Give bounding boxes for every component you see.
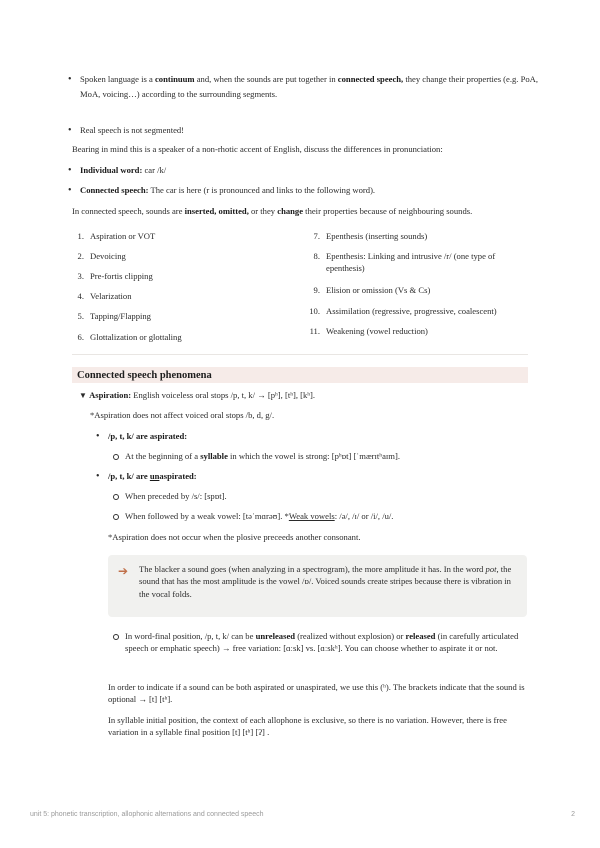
list-item: 11. Weakening (vowel reduction) — [309, 326, 428, 336]
unaspirated-note: *Aspiration does not occur when the plosive preceeds another consonant. — [108, 532, 361, 542]
intro-bullet-2: • Real speech is not segmented! — [80, 124, 550, 136]
footer-title: unit 5: phonetic transcription, allophonic alternations and connected speech — [30, 811, 264, 818]
prompt-text: Bearing in mind this is a speaker of a non-rhotic accent of English, discuss the differences in pronunciation: — [72, 144, 443, 154]
callout-box — [108, 555, 527, 617]
unaspirated-item-1: When preceded by /s/: [spɒt]. — [125, 490, 565, 502]
unaspirated-heading: • /p, t, k/ are unaspirated: — [108, 470, 528, 482]
section-title: Connected speech phenomena — [77, 370, 212, 381]
aspirated-item: At the beginning of a syllable in which the vowel is strong: [pʰɒt] [ˈmærɪtʰaɪm]. — [125, 450, 535, 462]
aspirated-heading: • /p, t, k/ are aspirated: — [108, 430, 528, 442]
syllable-paragraph: In syllable initial position, the context of each allophone is exclusive, so there is no variation. However, there is free variation in a syllable final position [t] [tʰ] [ʔ] . — [108, 715, 507, 738]
word-final-item: In word-final position, /p, t, k/ can be unreleased (realized without explosion) or released (in carefully articulated speech or emphatic speech) → free variation: [ɑːsk] vs. [ɑːskʰ]. You can choose whether to aspirate it or not. — [125, 630, 530, 655]
connected-speech-item: • Connected speech: The car is here (r is pronounced and links to the following word). — [80, 184, 550, 196]
page-number: 2 — [571, 811, 575, 818]
list-item: 2. Devoicing — [77, 251, 126, 261]
list-item: 7. Epenthesis (inserting sounds) — [313, 231, 428, 241]
list-item: 3. Pre-fortis clipping — [77, 271, 153, 281]
summary-text: In connected speech, sounds are inserted, omitted, or they change their properties because of neighbouring sounds. — [72, 206, 473, 216]
divider — [72, 354, 528, 355]
list-item: 4. Velarization — [77, 291, 132, 301]
list-item: 10. Assimilation (regressive, progressive, coalescent) — [309, 306, 497, 316]
callout-text: The blacker a sound goes (when analyzing in a spectrogram), the more amplitude it has. In the word pot, the sound that has the most amplitude is the vowel /ɒ/. Voiced sounds create stripes because there is vibration in the vocal folds. — [139, 564, 512, 599]
list-item: 9. Elision or omission (Vs & Cs) — [313, 285, 431, 295]
indicate-paragraph: In order to indicate if a sound can be both aspirated or unaspirated, we use this (ʰ). The brackets indicate that the sound is optional → [t] [tʰ]. — [108, 682, 525, 705]
unaspirated-item-2: When followed by a weak vowel: [təˈmɑrəʊ]. *Weak vowels: /ə/, /ɪ/ or /i/, /u/. — [125, 510, 565, 522]
list-item: 5. Tapping/Flapping — [77, 311, 151, 321]
aspiration-note: *Aspiration does not affect voiced oral stops /b, d, g/. — [90, 410, 275, 420]
intro-bullet-1: • Spoken language is a continuum and, when the sounds are put together in connected speech, they change their properties (e.g. PoA, MoA, voicing…) according to the surrounding segments. — [80, 73, 550, 101]
list-item: 1. Aspiration or VOT — [77, 231, 156, 241]
caret-down-icon[interactable]: ▼ — [79, 391, 87, 400]
aspiration-toggle[interactable]: ▼ Aspiration: English voiceless oral stops /p, t, k/ → [pʰ], [tʰ], [kʰ]. — [79, 390, 316, 400]
page-footer — [30, 810, 575, 820]
list-item: 6. Glottalization or glottaling — [77, 332, 182, 342]
list-item: 8. Epenthesis: Linking and intrusive /r/ (one type of epenthesis) — [313, 251, 496, 274]
individual-word-item: • Individual word: car /k/ — [80, 164, 550, 176]
section-heading — [72, 367, 528, 383]
arrow-right-icon: ➔ — [118, 564, 129, 578]
